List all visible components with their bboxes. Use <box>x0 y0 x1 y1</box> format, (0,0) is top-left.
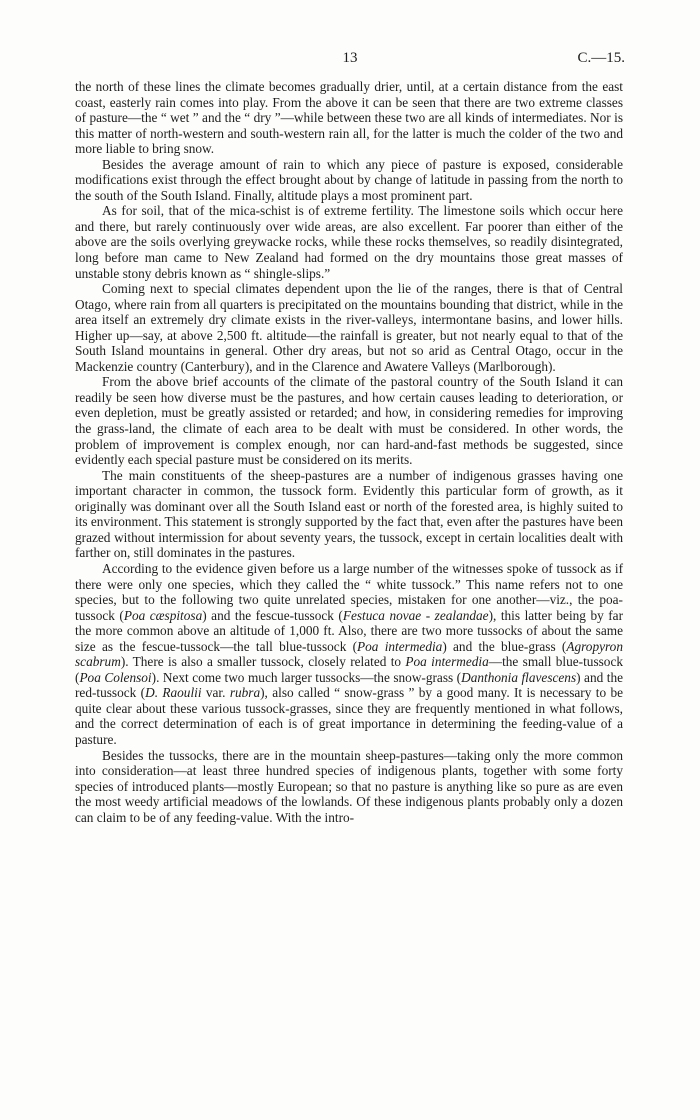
text-run: The main constituents of the sheep-pastures are a number of indigenous grasses having one important character in common, the tussock form. Evidently this particular form of growth, as it originally was dominant over all the South Island east or north of the forested area, is highly suited to its environment. This statement is strongly supported by the fact that, even after the pastures have been grazed without intermission for about seventy years, the tussock, except in certain localities dealt with farther on, still dominates in the pastures. <box>75 467 623 561</box>
italic-species-name: rubra <box>229 685 261 701</box>
paragraph <box>75 468 623 561</box>
body-text <box>75 79 623 825</box>
text-run: As for soil, that of the mica-schist is of extreme fertility. The limestone soils which occur here and there, but rarely continuously over wide areas, are also excellent. Far poorer than either of the above are the soils overlying greywacke rocks, while these rocks themselves, so readily disintegrated, long before man came to New Zealand had formed on the dry mountains those great masses of unstable stony debris known as “ shingle-slips.” <box>75 203 623 281</box>
page-header <box>75 50 625 70</box>
paragraph <box>75 281 623 374</box>
text-run: ). Next come two much larger tussocks—the snow-grass ( <box>151 669 462 685</box>
italic-species-name: Poa Colensoi <box>79 669 152 685</box>
text-run: ) and the blue-grass ( <box>442 638 567 654</box>
italic-species-name: Poa cæspitosa <box>123 607 203 623</box>
paragraph <box>75 748 623 826</box>
italic-species-name: Poa intermedia <box>357 638 443 654</box>
text-run: ) and the fescue-tussock ( <box>202 607 343 623</box>
page-number: 13 <box>342 50 358 66</box>
text-run: Besides the average amount of rain to which any piece of pasture is exposed, considerable modifications exist through the effect brought about by change of latitude in passing from the north to the south of the South Island. Finally, altitude plays a most prominent part. <box>75 156 623 203</box>
paragraph <box>75 561 623 748</box>
text-run: Coming next to special climates dependent upon the lie of the ranges, there is that of Central Otago, where rain from all quarters is precipitated on the mountains bounding that district, while in the area itself an extremely dry climate exists in the river-valleys, intermontane basins, and lower hills. Higher up—say, at above 2,500 ft. altitude—the rainfall is greater, but not nearly equal to that of the South Island mountains in general. Other dry areas, but not so arid as Central Otago, occur in the Mackenzie country (Canterbury), and in the Clarence and Awatere Valleys (Marlborough). <box>75 281 623 374</box>
text-run: From the above brief accounts of the climate of the pastoral country of the South Island it can readily be seen how diverse must be the pastures, and how certain causes leading to deterioration, or even depletion, must be greatly assisted or retarded; and how, in considering remedies for improving the grass-land, the climate of each area to be dealt with must be considered. In other words, the problem of improvement is complex enough, nor can hard-and-fast methods be suggested, since evidently each special pasture must be considered on its merits. <box>75 374 623 468</box>
text-run: ) and the red-tussock ( <box>75 669 623 701</box>
paragraph <box>75 374 623 467</box>
text-run: the north of these lines the climate becomes gradually drier, until, at a certain distance from the east coast, easterly rain comes into play. From the above it can be seen that there are two extreme classes of pasture—the “ wet ” and the “ dry ”—while between these two are all kinds of intermediates. Nor is this matter of north-western and south-western rain all, for the latter is much the colder of the two and more liable to bring snow. <box>75 79 623 157</box>
document-reference: C.—15. <box>577 50 625 66</box>
text-run: According to the evidence given before us a large number of the witnesses spoke of tussock as if there were only one species, which they called the “ white tussock.” This name refers not to one species, but to the following two quite unrelated species, mistaken for one another—viz., the poa-tussock ( <box>75 560 623 623</box>
italic-species-name: Poa intermedia <box>405 654 489 670</box>
italic-species-name: Danthonia flavescens <box>461 669 577 685</box>
text-run: ), this latter being by far the more common above an altitude of 1,000 ft. Also, there are two more tussocks of about the same size as the fescue-tussock—the tall blue-tussock ( <box>75 607 624 654</box>
text-run: var. <box>201 685 230 701</box>
text-run: Besides the tussocks, there are in the mountain sheep-pastures—taking only the more common into consideration—at least three hundred species of indigenous plants, together with some forty species of introduced plants—mostly European; so that no pasture is anything like so pure as are even the most weedy artificial meadows of the lowlands. Of these indigenous plants probably only a dozen can claim to be of any feeding-value. With the intro- <box>75 747 623 825</box>
paragraph <box>75 203 623 281</box>
italic-species-name: Agropyron scabrum <box>75 638 623 670</box>
paragraph <box>75 79 623 157</box>
italic-species-name: Festuca novae - zealandae <box>342 607 489 623</box>
paragraph <box>75 157 623 204</box>
italic-species-name: D. Raoulii <box>145 685 202 701</box>
text-run: —the small blue-tussock ( <box>75 654 623 685</box>
text-run: ). There is also a smaller tussock, closely related to <box>120 654 406 670</box>
text-run: ), also called “ snow-grass ” by a good many. It is necessary to be quite clear about these various tussock-grasses, since they are frequently mentioned in what follows, and the correct determination of each is of great importance in determining the feeding-value of a pasture. <box>75 685 623 747</box>
